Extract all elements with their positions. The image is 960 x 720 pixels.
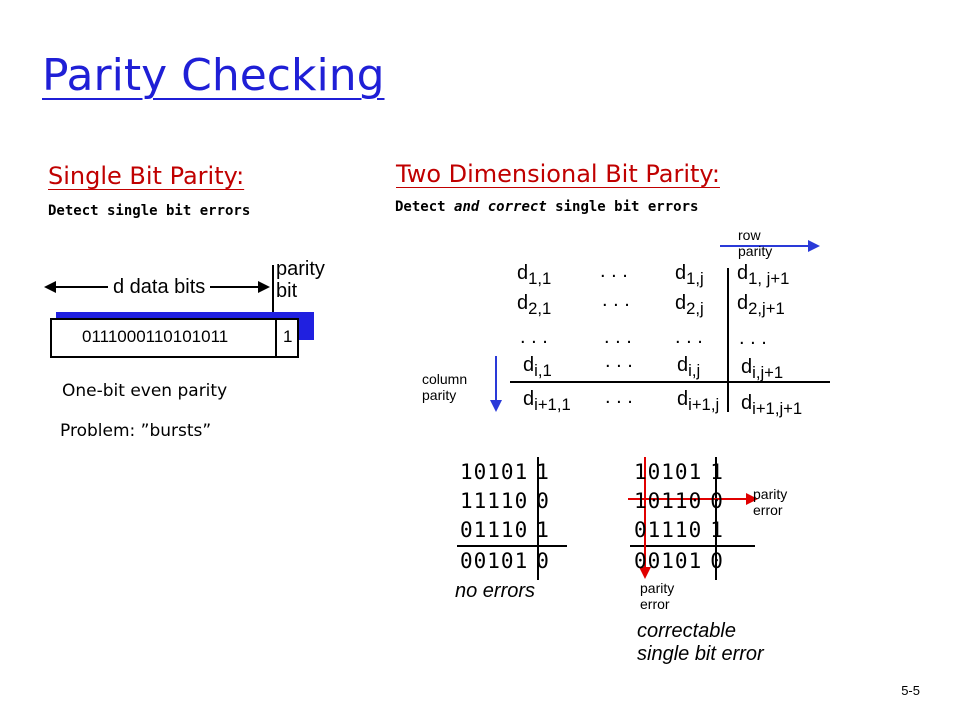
cell-d: d bbox=[523, 354, 535, 376]
column-parity-error-label bbox=[640, 580, 674, 612]
row-parity-label-line1: row bbox=[738, 227, 761, 243]
cell-d: d bbox=[677, 388, 689, 410]
ellipsis: . . . bbox=[520, 326, 548, 348]
example1-row-bits: 11110 bbox=[460, 489, 529, 513]
parity-bit-label-line2: bit bbox=[276, 280, 298, 302]
column-parity-error-line2: error bbox=[640, 596, 670, 612]
matrix-cell bbox=[517, 262, 551, 289]
row-parity-error-line2: error bbox=[753, 502, 783, 518]
parity-bit-value: 1 bbox=[283, 327, 293, 346]
example1-caption: no errors bbox=[455, 580, 536, 602]
example1-row-parity: 0 bbox=[536, 549, 550, 573]
matrix-cell bbox=[523, 354, 552, 381]
cell-index: i,j bbox=[688, 361, 701, 380]
single-parity-subtitle: Detect single bit errors bbox=[48, 203, 251, 219]
cell-index: 1,1 bbox=[528, 269, 552, 288]
ellipsis: . . . bbox=[739, 327, 767, 349]
ellipsis: . . . bbox=[675, 326, 703, 348]
example2-caption-line1: correctable bbox=[637, 620, 736, 642]
two-dim-subtitle-pre: Detect bbox=[395, 199, 455, 215]
column-parity-label-line1: column bbox=[422, 371, 468, 387]
cell-index: 2,j bbox=[686, 299, 704, 318]
matrix-cell bbox=[741, 356, 783, 383]
cell-d: d bbox=[523, 388, 535, 410]
example1-row-parity: 1 bbox=[536, 518, 550, 542]
column-parity-arrowhead bbox=[490, 400, 502, 412]
example2-row-bits: 01110 bbox=[634, 518, 703, 542]
example2-row-parity: 1 bbox=[710, 460, 724, 484]
example1-row bbox=[460, 460, 550, 484]
cell-d: d bbox=[677, 354, 689, 376]
data-bits-label: d data bits bbox=[113, 276, 206, 298]
row-parity-label bbox=[738, 227, 772, 259]
cell-d: d bbox=[675, 262, 687, 284]
example1-row-bits: 00101 bbox=[460, 549, 529, 573]
matrix-cell bbox=[737, 262, 789, 289]
example1-row-bits: 01110 bbox=[460, 518, 529, 542]
parity-bit-label bbox=[276, 258, 325, 302]
example1-row bbox=[460, 518, 550, 542]
cell-d: d bbox=[675, 292, 687, 314]
column-parity-label bbox=[422, 371, 467, 403]
matrix-cell bbox=[677, 354, 700, 381]
cell-index: 1,j bbox=[686, 269, 704, 288]
cell-d: d bbox=[737, 262, 749, 284]
row-parity-error-label bbox=[753, 486, 787, 518]
cell-index: i+1,1 bbox=[534, 395, 571, 414]
cell-d: d bbox=[741, 392, 753, 414]
even-parity-note: One-bit even parity bbox=[62, 381, 228, 401]
bit-box-separator bbox=[275, 320, 277, 356]
cell-d: d bbox=[517, 292, 529, 314]
data-bits-value: 0111000110101011 bbox=[82, 327, 229, 346]
row-parity-arrowhead bbox=[808, 240, 820, 252]
ellipsis: . . . bbox=[602, 289, 630, 311]
example2-row bbox=[634, 549, 724, 573]
example2-row-parity: 0 bbox=[710, 549, 724, 573]
matrix-cell bbox=[737, 292, 785, 319]
matrix-cell bbox=[677, 388, 719, 415]
row-parity-error-line1: parity bbox=[753, 486, 788, 502]
column-parity-label-line2: parity bbox=[422, 387, 457, 403]
example2-row-bits: 10101 bbox=[634, 460, 703, 484]
example2-row bbox=[634, 460, 724, 484]
example1-row bbox=[460, 489, 550, 513]
cell-d: d bbox=[517, 262, 529, 284]
matrix-cell bbox=[741, 392, 802, 419]
cell-index: i+1,j+1 bbox=[752, 399, 803, 418]
two-dim-subtitle-post: single bit errors bbox=[546, 199, 699, 215]
example2-row-bits: 10110 bbox=[634, 489, 703, 513]
two-dim-heading: Two Dimensional Bit Parity: bbox=[396, 160, 720, 188]
column-parity-error-line1: parity bbox=[640, 580, 675, 596]
example2-caption bbox=[637, 620, 764, 666]
cell-index: 2,1 bbox=[528, 299, 552, 318]
example1-row-parity: 1 bbox=[536, 460, 550, 484]
example2-row-parity: 0 bbox=[710, 489, 724, 513]
cell-index: i+1,j bbox=[688, 395, 720, 414]
matrix-cell bbox=[517, 292, 551, 319]
cell-d: d bbox=[741, 356, 753, 378]
bursts-note: Problem: ”bursts” bbox=[60, 421, 212, 441]
ellipsis: . . . bbox=[605, 350, 633, 372]
ellipsis: . . . bbox=[605, 386, 633, 408]
bit-box bbox=[50, 318, 299, 358]
example2-row bbox=[634, 489, 724, 513]
page-title: Parity Checking bbox=[42, 50, 385, 101]
single-parity-heading: Single Bit Parity: bbox=[48, 162, 245, 190]
matrix-cell bbox=[523, 388, 571, 415]
cell-index: i,1 bbox=[534, 361, 552, 380]
matrix-cell bbox=[675, 292, 704, 319]
cell-index: 1, j+1 bbox=[748, 269, 790, 288]
example2-row-bits: 00101 bbox=[634, 549, 703, 573]
cell-d: d bbox=[737, 292, 749, 314]
ellipsis: . . . bbox=[604, 326, 632, 348]
matrix-cell bbox=[675, 262, 704, 289]
example2-caption-line2: single bit error bbox=[637, 643, 764, 665]
example2-row bbox=[634, 518, 724, 542]
two-dim-subtitle-em: and correct bbox=[454, 199, 547, 215]
example1-row-parity: 0 bbox=[536, 489, 550, 513]
example1-row-bits: 10101 bbox=[460, 460, 529, 484]
cell-index: i,j+1 bbox=[752, 363, 784, 382]
example1-row bbox=[460, 549, 550, 573]
cell-index: 2,j+1 bbox=[748, 299, 785, 318]
two-dim-subtitle bbox=[395, 199, 698, 215]
row-parity-label-line2: parity bbox=[738, 243, 773, 259]
page-number: 5-5 bbox=[901, 683, 920, 698]
parity-bit-label-line1: parity bbox=[276, 258, 325, 280]
ellipsis: . . . bbox=[600, 260, 628, 282]
example2-row-parity: 1 bbox=[710, 518, 724, 542]
